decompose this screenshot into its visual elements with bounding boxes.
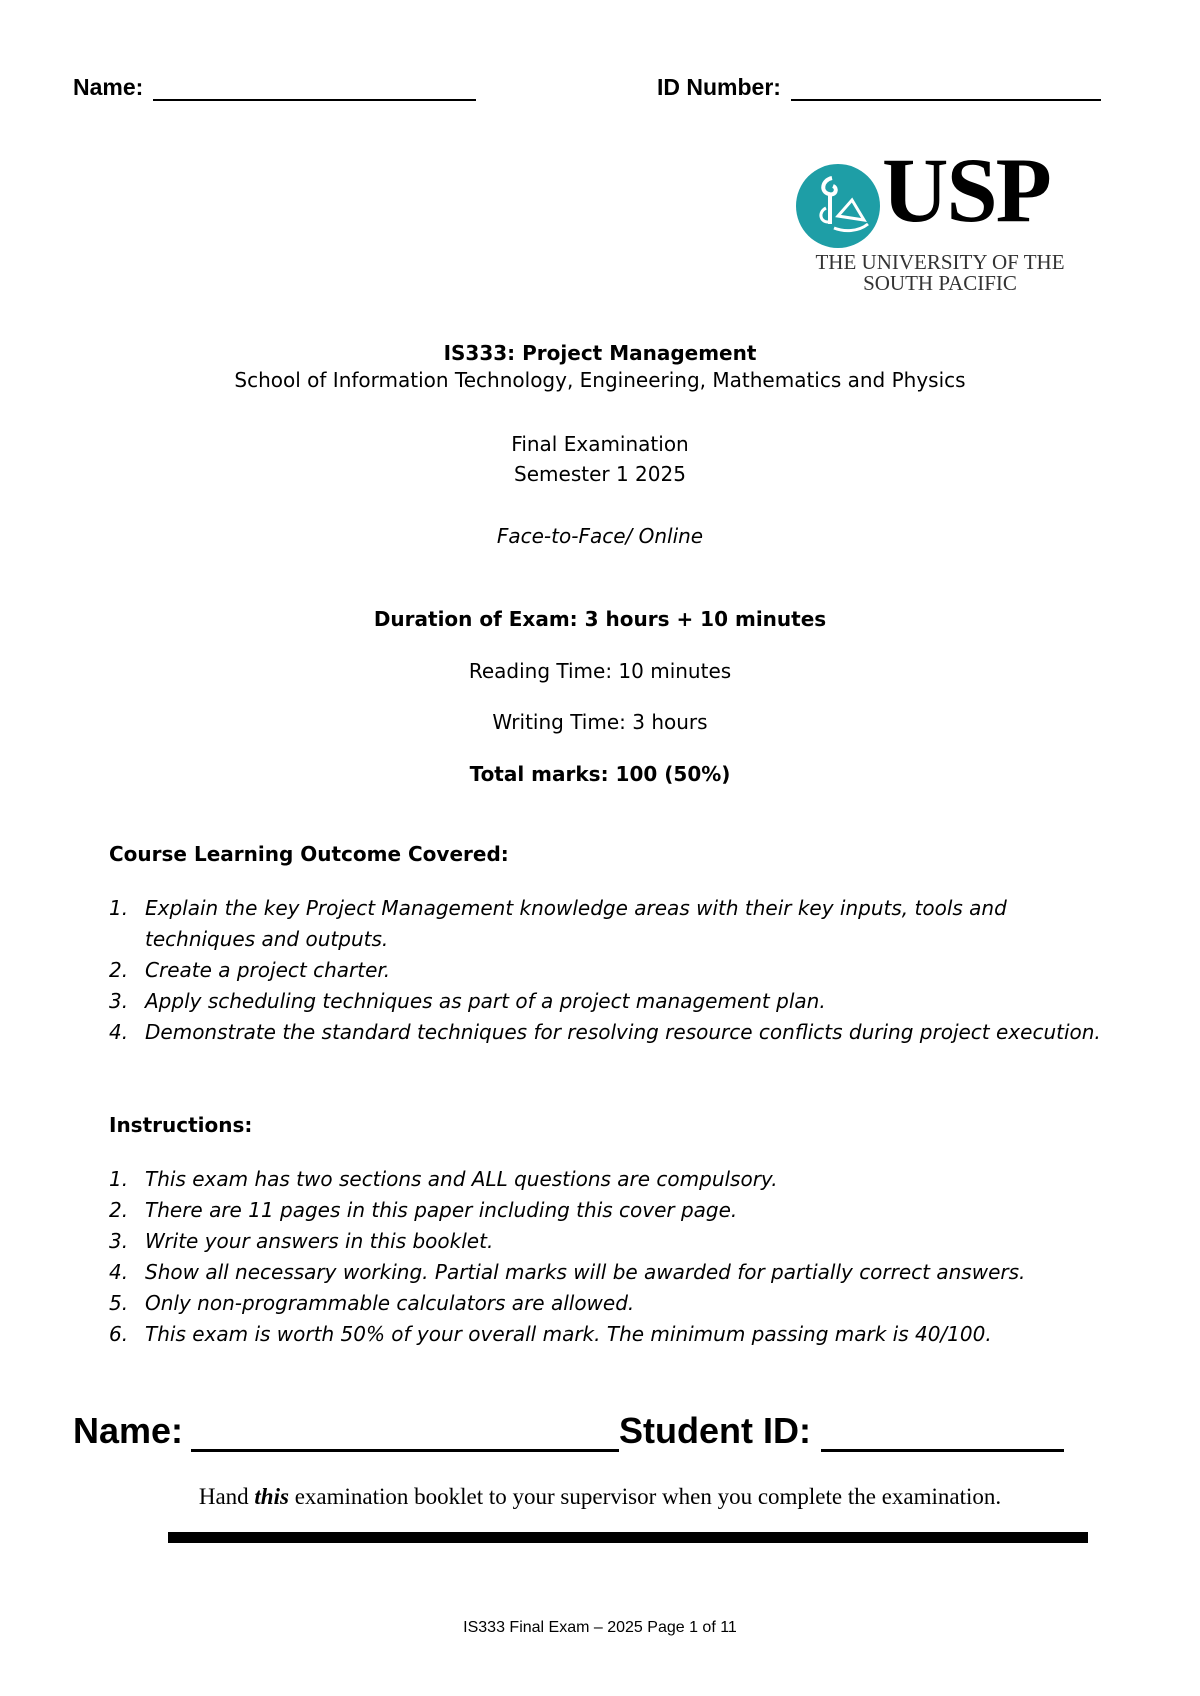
top-name-field (73, 74, 476, 101)
usp-subtitle (800, 252, 1080, 294)
list-item-number: 1. (109, 1167, 129, 1191)
hand-in-note-end: examination booklet to your supervisor when you complete the examination. (288, 1484, 1002, 1509)
instructions-list (109, 1164, 1109, 1350)
bottom-name-label: Name: (73, 1410, 184, 1451)
list-item-text: Explain the key Project Management knowledge areas with their key inputs, tools and techniques and outputs. (145, 896, 1007, 951)
bottom-name-blank-line (191, 1415, 619, 1452)
list-item-number: 5. (109, 1291, 129, 1315)
list-item-text: This exam has two sections and ALL questions are compulsory. (145, 1167, 778, 1191)
course-title: IS333: Project Management (443, 341, 757, 365)
list-item-text: This exam is worth 50% of your overall mark. The minimum passing mark is 40/100. (145, 1322, 992, 1346)
list-item (109, 1226, 1109, 1257)
usp-emblem-icon (796, 164, 880, 248)
top-id-field (657, 74, 1101, 101)
hand-in-note-start: Hand (198, 1484, 255, 1509)
semester: Semester 1 2025 (514, 462, 686, 486)
list-item-number: 4. (109, 1020, 129, 1044)
outcomes-list (109, 893, 1109, 1048)
bottom-student-id-blank-line (821, 1415, 1064, 1452)
list-item (109, 1257, 1109, 1288)
list-item-text: There are 11 pages in this paper including this cover page. (145, 1198, 738, 1222)
top-name-blank-line (153, 77, 476, 101)
list-item-number: 4. (109, 1260, 129, 1284)
hand-in-note-emphasis: this (254, 1484, 289, 1509)
top-id-label: ID Number: (657, 74, 781, 100)
top-name-label: Name: (73, 74, 144, 100)
list-item (109, 1164, 1109, 1195)
page-footer: IS333 Final Exam – 2025 Page 1 of 11 (463, 1619, 737, 1636)
outcomes-heading: Course Learning Outcome Covered: (109, 842, 509, 866)
reading-time: Reading Time: 10 minutes (468, 659, 732, 683)
thick-divider (168, 1532, 1088, 1543)
usp-subtitle-line-1: THE UNIVERSITY OF THE (815, 250, 1065, 274)
list-item (109, 1017, 1109, 1048)
list-item (109, 893, 1109, 955)
usp-subtitle-line-2: SOUTH PACIFIC (863, 271, 1017, 295)
list-item-text: Show all necessary working. Partial marks will be awarded for partially correct answers. (145, 1260, 1026, 1284)
list-item-text: Demonstrate the standard techniques for resolving resource conflicts during project execution. (145, 1020, 1101, 1044)
list-item-number: 2. (109, 1198, 129, 1222)
total-marks: Total marks: 100 (50%) (469, 762, 731, 786)
instructions-heading: Instructions: (109, 1113, 253, 1137)
list-item-number: 3. (109, 1229, 129, 1253)
exam-duration: Duration of Exam: 3 hours + 10 minutes (373, 607, 827, 631)
list-item-number: 1. (109, 896, 129, 920)
list-item (109, 986, 1109, 1017)
usp-wordmark: USP (882, 139, 1050, 241)
list-item-number: 6. (109, 1322, 129, 1346)
exam-mode: Face-to-Face/ Online (496, 524, 704, 548)
bottom-name-id-fields (73, 1410, 1064, 1452)
list-item-number: 3. (109, 989, 129, 1013)
hand-in-note (0, 1484, 1200, 1510)
usp-logo (796, 139, 1086, 295)
list-item-text: Only non-programmable calculators are allowed. (145, 1291, 635, 1315)
list-item-text: Apply scheduling techniques as part of a project management plan. (145, 989, 826, 1013)
list-item-number: 2. (109, 958, 129, 982)
list-item (109, 955, 1109, 986)
school-name: School of Information Technology, Engineering, Mathematics and Physics (234, 368, 966, 392)
top-id-blank-line (791, 77, 1101, 101)
list-item (109, 1319, 1109, 1350)
writing-time: Writing Time: 3 hours (492, 710, 708, 734)
list-item (109, 1288, 1109, 1319)
list-item-text: Write your answers in this booklet. (145, 1229, 494, 1253)
exam-type: Final Examination (511, 432, 689, 456)
bottom-student-id-label: Student ID: (619, 1410, 812, 1451)
list-item (109, 1195, 1109, 1226)
list-item-text: Create a project charter. (145, 958, 391, 982)
